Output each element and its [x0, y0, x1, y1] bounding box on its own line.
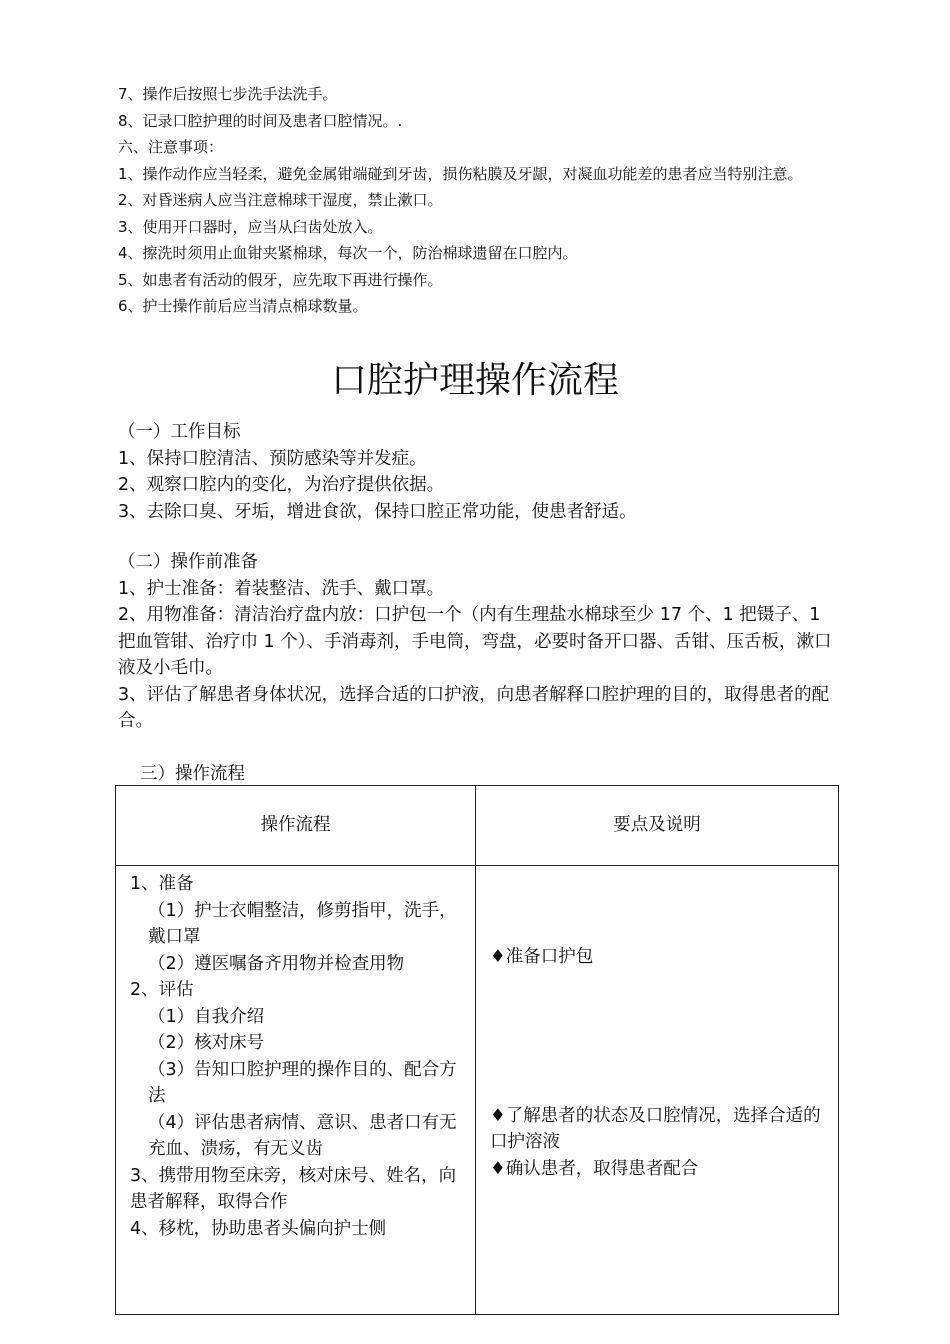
page-title: 口腔护理操作流程	[330, 360, 619, 401]
precaution-item: 4、擦洗时须用止血钳夹紧棉球，每次一个，防治棉球遗留在口腔内。	[118, 244, 578, 262]
section-heading: 三）操作流程	[140, 764, 245, 784]
precaution-item: 3、使用开口器时，应当从臼齿处放入。	[118, 217, 383, 236]
procedure-step: （1）自我介绍	[148, 1006, 265, 1027]
procedure-step: 2、评估	[130, 980, 194, 1000]
procedure-step: 1、准备	[130, 874, 194, 894]
note-item: ♦了解患者的状态及口腔情况，选择合适的口护溶液	[490, 1105, 821, 1152]
precaution-item: 6、护士操作前后应当清点棉球数量。	[118, 297, 368, 315]
table-header-procedure: 操作流程	[116, 786, 476, 866]
procedure-step: （3）告知口腔护理的操作目的、配合方法	[148, 1059, 457, 1106]
preparation-item: 2、用物准备：清洁治疗盘内放：口护包一个（内有生理盐水棉球至少 17 个、1 把镊子、1 把血管钳、治疗巾 1 个）、手消毒剂，手电筒，弯盘，必要时备开口器、舌钳、压舌板，漱口液及小毛巾。	[118, 605, 832, 678]
step-line: 7、操作后按照七步洗手法洗手。	[118, 85, 338, 103]
precaution-item: 1、操作动作应当轻柔，避免金属钳端碰到牙齿，损伤粘膜及牙龈，对凝血功能差的患者应当特别注意。	[118, 164, 803, 183]
precaution-item: 2、对昏迷病人应当注意棉球干湿度，禁止漱口。	[118, 191, 443, 209]
precautions-heading: 六、注意事项：	[118, 138, 224, 156]
procedure-step: （4）评估患者病情、意识、患者口有无充血、溃疡，有无义齿	[148, 1112, 457, 1159]
notes-cell	[476, 866, 839, 1315]
preparation-item: 3、评估了解患者身体状况，选择合适的口护液，向患者解释口腔护理的目的，取得患者的配合。	[118, 684, 830, 731]
procedure-step: （1）护士衣帽整洁，修剪指甲，洗手，戴口罩	[148, 900, 457, 947]
procedure-step: 3、携带用物至床旁，核对床号、姓名，向患者解释，取得合作	[130, 1165, 457, 1212]
procedure-step: （2）遵医嘱备齐用物并检查用物	[148, 953, 405, 974]
procedure-table	[115, 785, 839, 1315]
section-heading: （二）操作前准备	[118, 552, 258, 572]
note-item: ♦确认患者，取得患者配合	[490, 1158, 699, 1179]
precaution-item: 5、如患者有活动的假牙，应先取下再进行操作。	[118, 270, 443, 289]
table-row	[116, 866, 839, 1315]
procedure-step: （2）核对床号	[148, 1033, 265, 1053]
procedure-step: 4、移枕，协助患者头偏向护士侧	[130, 1218, 387, 1239]
procedure-cell	[116, 866, 476, 1315]
work-goals-section	[118, 419, 843, 525]
step-line: 8、记录口腔护理的时间及患者口腔情况。.	[118, 111, 403, 130]
goal-item: 3、去除口臭、牙垢，增进食欲，保持口腔正常功能，使患者舒适。	[118, 501, 637, 522]
intro-steps	[118, 81, 838, 134]
note-item: ♦准备口护包	[490, 947, 594, 967]
goal-item: 2、观察口腔内的变化，为治疗提供依据。	[118, 475, 445, 495]
table-header-row	[116, 786, 839, 866]
section-heading: （一）工作目标	[118, 422, 241, 442]
preparation-section	[118, 549, 843, 735]
goal-item: 1、保持口腔清洁、预防感染等并发症。	[118, 448, 427, 469]
preparation-item: 1、护士准备：着装整洁、洗手、戴口罩。	[118, 578, 445, 599]
precautions-section	[118, 134, 838, 320]
table-header-notes: 要点及说明	[476, 786, 839, 866]
procedure-section-heading	[140, 761, 865, 788]
